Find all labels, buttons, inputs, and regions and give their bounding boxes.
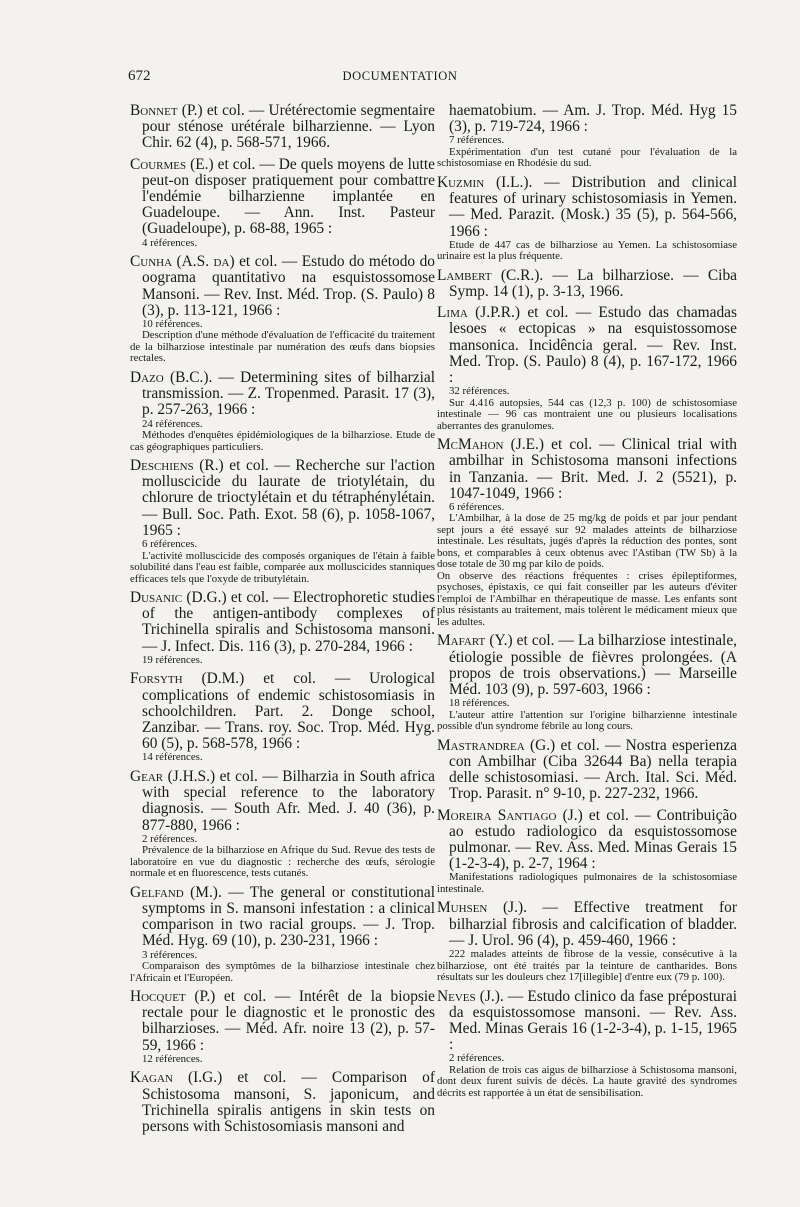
citation-text: et col. — Urological complications of endemic schistosomiasis in schoolchildren. Part. 2. Donge school, Zanzibar. — Trans. roy. Soc. Trop. Méd. Hyg. 60 (5), p. 568-578, 1966 :: [142, 670, 435, 753]
citation-text: . — La bilharziose. — Ciba Symp. 14 (1), p. 3-13, 1966.: [449, 266, 737, 300]
citation: [437, 305, 737, 386]
citation: [437, 437, 737, 502]
bibliography-entry: [437, 268, 737, 300]
bibliography-entry: [437, 175, 737, 263]
reference-count: 3 références.: [142, 948, 198, 961]
author-name: Gear (J.H.S.): [130, 767, 216, 785]
right-column: [437, 103, 737, 1104]
bibliography-entry: [130, 885, 435, 984]
author-name: Dusanic (D.G.): [130, 589, 227, 607]
author-name: Courmes (E.): [130, 155, 214, 173]
citation: [437, 633, 737, 698]
reference-count: 12 références.: [142, 1052, 203, 1065]
bibliography-entry: [437, 989, 737, 1100]
reference-count: 32 références.: [449, 385, 510, 398]
author-name: Kuzmin (I.L.): [437, 173, 529, 191]
author-name: Deschiens (R.): [130, 457, 224, 475]
reference-count: 14 références.: [142, 751, 203, 764]
citation: [130, 254, 435, 319]
citation-text: et col. — Estudo do método do oograma quantitativo na esquistossomose Mansoni. — Rev. Inst. Méd. Trop. (S. Paulo) 8 (3), p. 113-121, 1966 :: [142, 253, 436, 319]
author-name: Mafart (Y.): [437, 632, 513, 650]
citation: [437, 268, 737, 300]
bibliography-entry: [437, 738, 737, 803]
reference-count: 19 références.: [142, 653, 203, 666]
bibliography-entry: [130, 254, 435, 365]
bibliography-entry: [130, 157, 435, 250]
citation: [130, 1070, 435, 1135]
abstract-note: Description d'une méthode d'évaluation de l'efficacité du traitement de la bilharziose intestinale par numération des œufs dans biopsies rectales.: [130, 329, 435, 365]
citation-text: et col. — Contribuição ao estudo radiologico da esquistossomose pulmonar. — Rev. Ass. Med. Minas Gerais 15 (1-2-3-4), p. 2-7, 1964 :: [449, 806, 737, 873]
author-name: Dazo (B.C.): [130, 368, 209, 386]
page-number: 672: [128, 68, 151, 84]
reference-count: 10 références.: [142, 317, 203, 330]
abstract-note: L'activité molluscicide des composés organiques de l'étain à faible solubilité dans l'eau est faible, comparée aux molluscicides stanniques efficaces tels que l'oxyde de tributylétain.: [130, 549, 435, 585]
citation-text: et col. — Comparison of Schistosoma mansoni, S. japonicum, and Trichinella spiralis antigens in skin tests on persons with Schistosomiasis mansoni and: [142, 1069, 435, 1135]
abstract-note: Manifestations radiologiques pulmonaires de la schistosomiase intestinale.: [437, 871, 737, 895]
abstract-note: L'auteur attire l'attention sur l'origine bilharzienne intestinale possible d'un syndrome fébrile au long cours.: [437, 708, 737, 733]
bibliography-entry: [437, 305, 737, 432]
citation: [437, 808, 737, 873]
abstract-note: L'Ambilhar, à la dose de 25 mg/kg de poids et par jour pendant sept jours a été essayé sur 92 malades atteints de bilharziose intestinale. Les résultats, jugés d'après la réduction des pontes, sont bons, et comparables à ceux obtenus avec l'Astiban (TW Sb) à la dose totale de 30 mg par kilo de poids. On observe des réactions fréquentes : crises épileptiformes, psychoses, épistaxis, ce qui fait conseiller par les auteurs d'éviter l'emploi de l'Ambilhar en thérapeutique de masse. Les enfants sont plus résistants au traitement, mais tolèrent le médicament mieux que les adultes.: [437, 512, 737, 628]
bibliography-entry: [130, 103, 435, 152]
citation-text: et col. — Clinical trial with ambilhar in Schistosoma mansoni infections in Tanzania. — Brit. Med. J. 2 (5521), p. 1047-1049, 1966 :: [449, 436, 737, 502]
citation-text: et col. — Nostra esperienza con Ambilhar (Ciba 32644 Ba) nella terapia delle schistosomiasi. — Arch. Ital. Sci. Méd. Trop. Parasit. n° 9-10, p. 227-232, 1966.: [449, 736, 737, 803]
bibliography-entry: [437, 633, 737, 732]
author-name: Cunha (A.S. da): [130, 253, 235, 271]
citation-text: . — Distribution and clinical features of urinary schistosomiasis in Yemen. — Med. Parazit. (Mosk.) 35 (5), p. 564-566, 1966 :: [449, 173, 737, 240]
bibliography-entry: [130, 458, 435, 585]
reference-count: 2 références.: [142, 832, 198, 845]
citation-text: et col. — Electrophoretic studies of the antigen-antibody complexes of Trichinella spiralis and Schistosoma mansoni. — J. Infect. Dis. 116 (3), p. 270-284, 1966 :: [142, 589, 435, 655]
author-name: Mastrandrea (G.): [437, 736, 556, 754]
reference-count: 4 références.: [142, 236, 198, 249]
citation-text: et col. — Bilharzia in South africa with special reference to the laboratory diagnosis. — South Afr. Med. J. 40 (36), p. 877-880, 1966 :: [142, 767, 436, 834]
bibliography-entry: [437, 437, 737, 628]
author-name: Lambert (C.R.): [437, 266, 540, 284]
citation-text: et col. — Urétérectomie segmentaire pour sténose urétérale bilharzienne. — Lyon Chir. 62 (4), p. 568-571, 1966.: [142, 102, 435, 152]
citation-text: et col. — Recherche sur l'action molluscicide du laurate de triotylétain, du chlorure de trioctylétain et du tétraphénylétain. — Bull. Soc. Path. Exot. 58 (6), p. 1058-1067, 1965 :: [142, 457, 435, 539]
bibliography-entry: [130, 989, 435, 1065]
abstract-note: Expérimentation d'un test cutané pour l'évaluation de la schistosomiase en Rhodésie du sud.: [437, 145, 737, 170]
citation: [130, 157, 435, 238]
citation: [130, 370, 435, 419]
bibliography-entry: [130, 590, 435, 666]
bibliography-entry: [130, 370, 435, 453]
bibliography-entry: [130, 1070, 435, 1135]
abstract-note: Sur 4.416 autopsies, 544 cas (12,3 p. 100) de schistosomiase intestinale — 96 cas montraient une ou plusieurs localisations aberrantes des granulomes.: [437, 396, 737, 432]
running-title: DOCUMENTATION: [342, 69, 458, 83]
author-name: Neves (J.): [437, 987, 500, 1005]
citation-text: . — The general or constitutional symptoms in S. mansoni infestation : a clinical comparison in two racial groups. — J. Trop. Méd. Hyg. 69 (10), p. 230-231, 1966 :: [142, 883, 435, 950]
citation-text: et col. — De quels moyens de lutte peut-on disposer pratiquement pour combattre l'endémie bilharzienne implantée en Guadeloupe. — Ann. Inst. Pasteur (Guadeloupe), p. 68-88, 1965 :: [142, 155, 435, 238]
bibliography-entry: [437, 900, 737, 983]
abstract-note: Relation de trois cas aigus de bilharziose à Schistosoma mansoni, dont deux furent suivis de décès. La haute gravité des syndromes décrits est rapportée à un état de sensibilisation.: [437, 1063, 737, 1099]
author-name: Kagan (I.G.): [130, 1069, 223, 1087]
bibliography-entry: [130, 769, 435, 880]
author-name: Muhsen (J.): [437, 899, 524, 917]
abstract-note: Comparaison des symptômes de la bilharziose intestinale chez l'Africain et l'Européen.: [130, 960, 435, 984]
citation: [130, 590, 435, 655]
citation-text: . — Effective treatment for bilharzial fibrosis and calcification of bladder. — J. Urol. 96 (4), p. 459-460, 1966 :: [449, 899, 737, 949]
citation: [130, 885, 435, 950]
reference-count: 6 références.: [142, 538, 198, 551]
author-name: Gelfand (M.): [130, 883, 218, 901]
abstract-note: Méthodes d'enquêtes épidémiologiques de la bilharziose. Etude de cas géographiques particuliers.: [130, 429, 435, 453]
reference-count: 2 références.: [449, 1052, 505, 1065]
citation-text: et col. — La bilharziose intestinale, étiologie possible de fièvres prolongées. (A propos de trois observations.) — Marseille Méd. 103 (9), p. 597-603, 1966 :: [449, 632, 737, 699]
citation: [130, 769, 435, 834]
abstract-note: 222 malades atteints de fibrose de la vessie, consécutive à la bilharziose, ont été traités par la teinture de cantharides. Bons résultats sur les douleurs chez 17[illegible] d'entre eux (79 p. 100).: [437, 948, 737, 983]
citation-text: haematobium. — Am. J. Trop. Méd. Hyg 15 (3), p. 719-724, 1966 :: [449, 102, 737, 136]
author-name: Bonnet (P.): [130, 102, 203, 119]
reference-count: 24 références.: [142, 417, 203, 430]
citation: [437, 738, 737, 803]
author-name: Moreira Santiago (J.): [437, 806, 583, 824]
citation: [130, 103, 435, 152]
reference-count: 7 références.: [449, 134, 505, 147]
author-name: Forsyth (D.M.): [130, 670, 245, 688]
bibliography-entry: [437, 808, 737, 896]
reference-count: 18 références.: [449, 697, 510, 710]
author-name: McMahon (J.E.): [437, 436, 544, 454]
citation-text: et col. — Intérêt de la biopsie rectale pour le diagnostic et le pronostic des bilharzioses. — Méd. Afr. noire 13 (2), p. 57-59, 1966 :: [142, 988, 435, 1054]
citation-text: et col. — Estudo das chamadas lesoes « ectopicas » na esquistossomose mansonica. Incidência geral. — Rev. Inst. Med. Trop. (S. Paulo) 8 (4), p. 167-172, 1966 :: [449, 304, 737, 386]
citation-text: . — Estudo clinico da fase préposturai da esquistossomose mansoni. — Rev. Ass. Med. Minas Gerais 16 (1-2-3-4), p. 1-15, 1965 :: [449, 987, 737, 1054]
author-name: Lima (J.P.R.): [437, 304, 521, 322]
left-column: [130, 103, 435, 1140]
author-name: Hocquet (P.): [130, 988, 216, 1006]
abstract-note: Prévalence de la bilharziose en Afrique du Sud. Revue des tests de laboratoire en vue du diagnostic : recherche des œufs, sérologie normale et en fluorescence, tests cutanés.: [130, 844, 435, 880]
citation: [437, 989, 737, 1054]
citation: [130, 989, 435, 1054]
reference-count: 6 références.: [449, 500, 505, 513]
citation-text: . — Determining sites of bilharzial transmission. — Z. Tropenmed. Parasit. 17 (3), p. 257-263, 1966 :: [142, 368, 436, 419]
citation: [437, 900, 737, 949]
citation: [437, 103, 737, 135]
abstract-note: Etude de 447 cas de bilharziose au Yemen. La schistosomiase urinaire est la plus fréquente.: [437, 238, 737, 263]
bibliography-entry: [437, 103, 737, 170]
citation: [130, 458, 435, 539]
citation: [130, 671, 435, 752]
bibliography-entry: [130, 671, 435, 764]
citation: [437, 175, 737, 240]
